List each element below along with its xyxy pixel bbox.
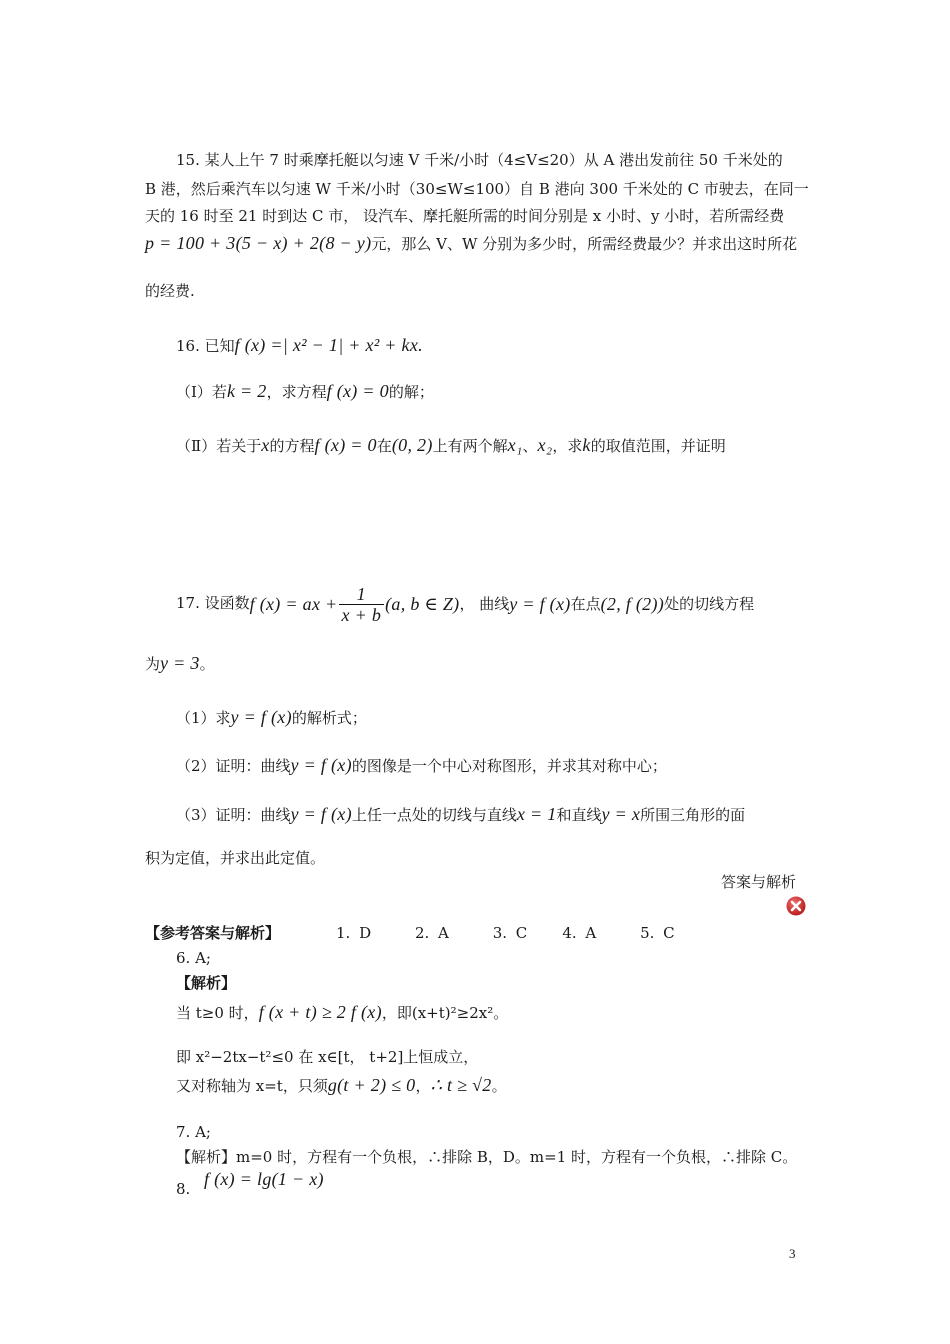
answer-8: [204, 1168, 324, 1191]
q16-p2-text-g: 的取值范围，并证明: [590, 437, 726, 455]
q16-p2-text-d: 上有两个解: [432, 437, 508, 455]
q17-line2-text-b: 。: [199, 655, 215, 673]
q17-line-2: [145, 652, 215, 675]
a6-l1-text-a: 当 t≥0 时，: [176, 1004, 259, 1022]
q16-p2-x: x: [261, 435, 270, 455]
q17-s3-line-yx: y = x: [601, 804, 641, 824]
a6-l1-text-b: ，即(x+t)²≥2x²。: [381, 1004, 509, 1022]
q17-s3-text-c: 和直线: [556, 806, 602, 824]
q17-title: [176, 582, 754, 625]
q17-line2-text-a: 为: [145, 655, 161, 673]
answer-toggle-link[interactable]: 答案与解析: [721, 873, 797, 891]
q17-fraction: [339, 584, 385, 625]
q16-prefix: 16. 已知: [176, 337, 235, 355]
q17-s2-equation: y = f (x): [290, 755, 352, 775]
a6-l3-result: ∴ t ≥ √2: [430, 1075, 492, 1095]
q16-p2-equation: f (x) = 0: [314, 435, 377, 455]
q16-p2-text-a: （Ⅱ）若关于: [176, 437, 262, 455]
answers-header: 【参考答案与解析】: [145, 924, 281, 942]
q16-part-2: [176, 434, 726, 457]
q17-s2-text-a: （2）证明：曲线: [176, 757, 291, 775]
q17-text-a: ， 曲线: [459, 595, 510, 613]
page-number: 3: [789, 1246, 796, 1261]
a6-l3-text-c: 。: [491, 1077, 507, 1095]
q16-p2-text-f: ，求: [552, 437, 583, 455]
answer-7-analysis: 【解析】m=0 时，方程有一个负根，∴排除 B，D。m=1 时，方程有一个负根，∴排除 C。: [176, 1148, 798, 1166]
q17-s3-text-a: （3）证明：曲线: [176, 806, 291, 824]
q17-curve: y = f (x): [509, 594, 571, 614]
q17-fraction-denominator: x + b: [341, 604, 382, 625]
q17-s3-text-b: 上任一点处的切线与直线: [351, 806, 517, 824]
q15-line-3: 天的 16 时至 21 时到达 C 市， 设汽车、摩托艇所需的时间分别是 x 小时、y 小时，若所需经费: [145, 207, 785, 225]
q16-title: [176, 334, 423, 357]
q17-s3-text-d: 所围三角形的面: [640, 806, 746, 824]
q15-line-1: 15. 某人上午 7 时乘摩托艇以匀速 V 千米/小时（4≤V≤20）从 A 港出发前往 50 千米处的: [176, 151, 783, 169]
q16-p1-equation: f (x) = 0: [326, 381, 389, 401]
q15-cost-formula: p = 100 + 3(5 − x) + 2(8 − y): [145, 233, 372, 253]
q16-p2-text-e: 、: [522, 437, 538, 455]
answer-6-analysis-label: 【解析】: [176, 974, 237, 992]
close-icon[interactable]: [786, 896, 806, 916]
answer-6-line-2: 即 x²−2tx−t²≤0 在 x∈[t， t+2]上恒成立，: [176, 1048, 479, 1066]
a6-l3-text-b: ，: [415, 1077, 431, 1095]
q17-s1-text-a: （1）求: [176, 709, 231, 727]
q15-line-4: [145, 232, 797, 255]
answer-8-number: 8.: [176, 1180, 191, 1198]
q16-part-1: [176, 380, 434, 403]
q17-s3-line-x1: x = 1: [516, 804, 557, 824]
a8-function: f (x) = lg(1 − x): [204, 1169, 324, 1189]
q17-s2-text-b: 的图像是一个中心对称图形，并求其对称中心；: [351, 757, 667, 775]
q17-function-lhs: f (x) = ax +: [249, 594, 338, 614]
q17-s3-equation: y = f (x): [290, 804, 352, 824]
q15-line-5: 的经费.: [145, 282, 195, 300]
q16-p2-k: k: [582, 435, 591, 455]
q17-text-c: 处的切线方程: [664, 595, 755, 613]
q16-p2-text-b: 的方程: [269, 437, 315, 455]
q15-line-2: B 港，然后乘汽车以匀速 W 千米/小时（30≤W≤100）自 B 港向 300 千米处的 C 市驶去，在同一: [145, 180, 809, 198]
q16-p1-text-c: 的解；: [388, 383, 434, 401]
a6-l1-inequality: f (x + t) ≥ 2 f (x): [258, 1002, 382, 1022]
q17-point: (2, f (2)): [600, 594, 665, 614]
q16-p2-text-c: 在: [376, 437, 392, 455]
answers-list: 1. D 2. A 3. C 4. A 5. C: [336, 924, 675, 942]
q17-s1-text-b: 的解析式；: [291, 709, 367, 727]
q15-line-4-text: 元，那么 V、W 分别为多少时，所需经费最少？并求出这时所花: [371, 235, 798, 253]
q17-sub-3-line-2: 积为定值，并求出此定值。: [145, 849, 326, 867]
q16-p1-text-b: ，求方程: [266, 383, 327, 401]
answer-6: 6. A;: [176, 949, 211, 967]
q17-tangent-equation: y = 3: [160, 653, 200, 673]
answer-6-line-3: [176, 1074, 507, 1097]
q17-function-domain: (a, b ∈ Z): [385, 594, 460, 614]
q17-sub-3: [176, 803, 745, 826]
q16-p1-text-a: （Ⅰ）若: [176, 383, 227, 401]
q17-s1-equation: y = f (x): [230, 707, 292, 727]
q17-fraction-numerator: 1: [339, 584, 385, 605]
q16-function: f (x) =| x² − 1| + x² + kx.: [234, 335, 423, 355]
q16-p1-k: k = 2: [226, 381, 267, 401]
q16-p2-x1: x₁: [507, 435, 523, 455]
q17-text-b: 在点: [570, 595, 601, 613]
q17-prefix: 17. 设函数: [176, 594, 250, 612]
q16-p2-x2: x₂: [537, 435, 553, 455]
answer-6-line-1: [176, 1001, 508, 1024]
answer-7: 7. A;: [176, 1123, 211, 1141]
a6-l3-text-a: 又对称轴为 x=t，只须: [176, 1077, 328, 1095]
q16-p2-interval: (0, 2): [391, 435, 433, 455]
a6-l3-condition: g(t + 2) ≤ 0: [327, 1075, 416, 1095]
q17-sub-2: [176, 754, 667, 777]
q17-sub-1: [176, 706, 367, 729]
